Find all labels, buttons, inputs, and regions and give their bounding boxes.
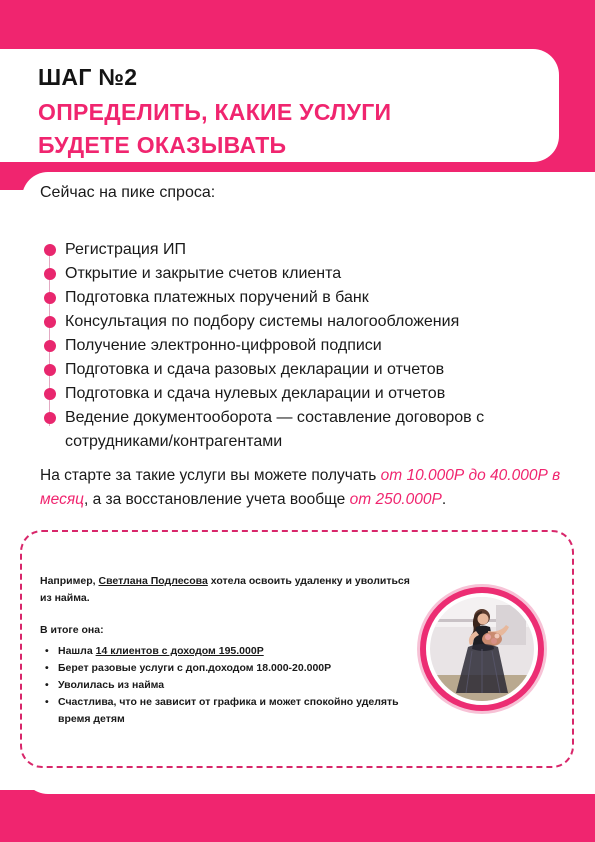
list-item <box>40 643 420 660</box>
bullet-dot-icon <box>44 268 56 280</box>
list-item <box>44 382 574 406</box>
list-item <box>40 677 420 694</box>
list-item <box>40 660 420 677</box>
service-label: Подготовка и сдача разовых декларации и отчетов <box>65 361 445 378</box>
earnings-text-3: . <box>441 491 447 508</box>
earnings-highlight-recovery: от 250.000Р <box>349 491 442 508</box>
result-1-prefix: Нашла <box>58 645 96 657</box>
result-3: Уволилась из найма <box>58 679 165 691</box>
list-item <box>44 310 574 334</box>
list-item <box>44 262 574 286</box>
list-item <box>44 358 574 382</box>
step-subtitle-line-1: ОПРЕДЕЛИТЬ, КАКИЕ УСЛУГИ <box>38 99 392 125</box>
bullet-dot-icon <box>44 412 56 424</box>
earnings-text-2: , а за восстановление учета вообще <box>83 491 350 508</box>
step-subtitle-line-2: БУДЕТЕ ОКАЗЫВАТЬ <box>38 132 287 158</box>
service-label: Подготовка платежных поручений в банк <box>65 289 369 306</box>
result-1-highlight: 14 клиентов с доходом 195.000Р <box>95 645 264 657</box>
service-label: Подготовка и сдача нулевых декларации и отчетов <box>65 385 446 402</box>
step-subtitle <box>38 96 538 162</box>
example-name-link[interactable]: Светлана Подлесова <box>98 575 208 587</box>
result-4: Счастлива, что не зависит от графика и может спокойно уделять время детям <box>58 696 399 725</box>
step-title: ШАГ №2 <box>38 64 138 90</box>
bullet-dot-icon <box>44 388 56 400</box>
earnings-highlight-monthly: от 10.000Р до 40.000Р в месяц <box>40 467 561 508</box>
service-label: Получение электронно-цифровой подписи <box>65 337 382 354</box>
earnings-text-1: На старте за такие услуги вы можете получать <box>40 467 381 484</box>
example-prefix: Например, <box>40 575 99 587</box>
example-text <box>40 573 420 607</box>
service-label: Консультация по подбору системы налогообложения <box>65 313 460 330</box>
service-label: Открытие и закрытие счетов клиента <box>65 265 342 282</box>
bullet-dot-icon <box>44 316 56 328</box>
bullet-dot-icon <box>44 244 56 256</box>
result-heading: В итоге она: <box>40 624 104 636</box>
list-item <box>44 238 574 262</box>
service-list <box>44 238 574 454</box>
avatar <box>430 597 534 701</box>
result-list <box>40 643 420 728</box>
dancer-photo-icon <box>430 597 534 701</box>
list-item <box>44 334 574 358</box>
example-suffix: хотела освоить удаленку и уволиться из найма. <box>40 575 410 604</box>
bullet-dot-icon <box>44 364 56 376</box>
bullet-dot-icon <box>44 340 56 352</box>
bullet-dot-icon <box>44 292 56 304</box>
service-label: Ведение документооборота — составление договоров с сотрудниками/контрагентами <box>65 409 485 450</box>
intro-text: Сейчас на пике спроса: <box>40 184 216 201</box>
service-label: Регистрация ИП <box>65 241 186 258</box>
list-item <box>40 694 420 728</box>
list-item <box>44 406 574 454</box>
result-2: Берет разовые услуги с доп.доходом 18.000-20.000Р <box>58 662 332 674</box>
bottom-pink-band <box>0 790 595 842</box>
list-item <box>44 286 574 310</box>
earnings-paragraph <box>40 464 588 512</box>
